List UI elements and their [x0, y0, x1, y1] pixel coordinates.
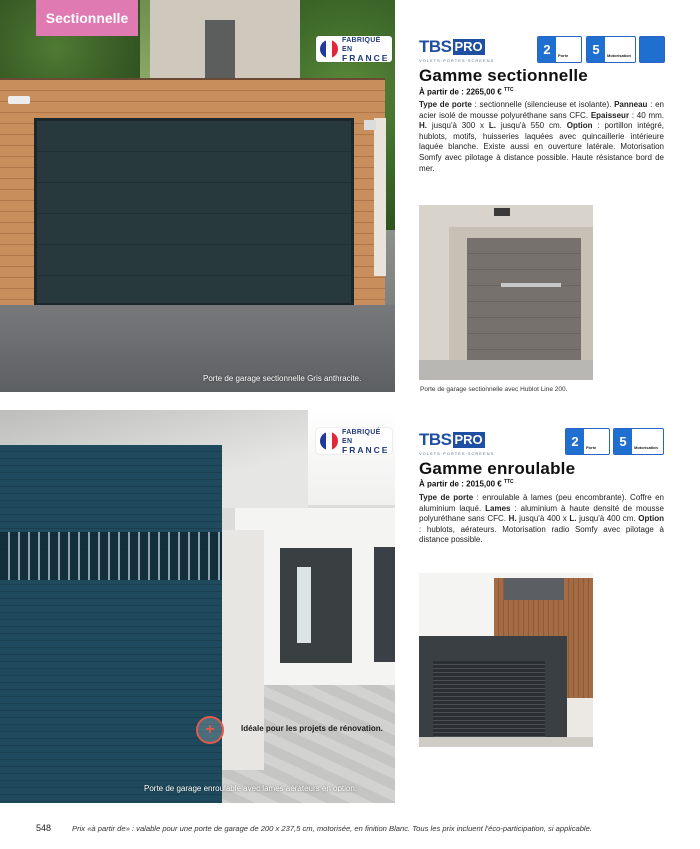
- french-flag-icon: [320, 40, 338, 58]
- sectional-garage-door: [34, 118, 354, 306]
- guarantee-badge-motor-2: 5 Motorisation: [613, 428, 664, 455]
- page-number: 548: [36, 823, 52, 833]
- vent-slats: [0, 532, 222, 580]
- seaside-resistance-icon: [639, 36, 665, 63]
- renovation-callout: Idéale pour les projets de rénovation.: [241, 724, 383, 733]
- enroulable-description: Type de porte : enroulable à lames (peu encombrante). Coffre en aluminium laqué. Lames : aluminium à haute densité de mousse polyuréthane sans CFC. H. jusqu'à 400 x L. jusqu'à 400 cm. Option : hublots, aérateurs. Motorisation radio Somfy avec pilotage à distance possible.: [419, 493, 664, 545]
- section-tag: Sectionnelle: [36, 0, 138, 36]
- made-in-france-badge-2: FABRIQUÉ EN FRANCE: [316, 428, 392, 454]
- made-in-france-badge: FABRIQUÉ EN FRANCE: [316, 36, 392, 62]
- enroulable-garage-photo: [419, 573, 593, 747]
- sectionnelle-title: Gamme sectionnelle: [419, 66, 588, 85]
- sectionnelle-description: Type de porte : sectionnelle (silencieuse et isolante). Panneau : en acier isolé de mousse polyuréthane sans CFC. Epaisseur : 40 mm. H. jusqu'à 300 x L. jusqu'à 550 cm. Option : portillon intégré, hublots, motifs, huisseries laquées avec quincaillerie intérieure laquée blanche. Existe aussi en ouverture latérale. Motorisation Somfy avec pilotage à distance possible. Haute résistance bord de mer.: [419, 100, 664, 173]
- guarantee-badge-door-2: 2 Porte: [565, 428, 610, 455]
- sectionnelle-hero-caption: Porte de garage sectionnelle Gris anthracite.: [203, 374, 362, 383]
- sectionnelle-price: À partir de : 2265,00 € $^{TTC}$: [419, 87, 514, 97]
- enroulable-title: Gamme enroulable: [419, 459, 576, 478]
- enroulable-hero-photo: [0, 410, 395, 803]
- sectionnelle-thumb-caption: Porte de garage sectionnelle avec Hublot Line 200.: [420, 386, 568, 393]
- french-flag-icon: [320, 432, 338, 450]
- guarantee-badge-motor: 5 Motorisation: [586, 36, 636, 63]
- sectionnelle-hublot-photo: [419, 205, 593, 380]
- enroulable-hero-caption: Porte de garage enroulable avec lames aérateurs en option.: [144, 784, 358, 793]
- plus-circle-icon: +: [196, 716, 224, 744]
- guarantee-badge-door: 2 Porte: [537, 36, 582, 63]
- enroulable-price: À partir de : 2015,00 € $^{TTC}$: [419, 479, 514, 489]
- price-footnote: Prix «à partir de» : valable pour une porte de garage de 200 x 237,5 cm, motorisée, en finition Blanc. Tous les prix incluent l'éco-participation, si applicable.: [72, 824, 592, 833]
- tbs-pro-logo-2: TBS PRO VOLETS·PORTES·SCREENS: [419, 430, 495, 456]
- tbs-pro-logo: TBS PRO VOLETS·PORTES·SCREENS: [419, 37, 495, 63]
- roller-garage-door: [0, 445, 222, 803]
